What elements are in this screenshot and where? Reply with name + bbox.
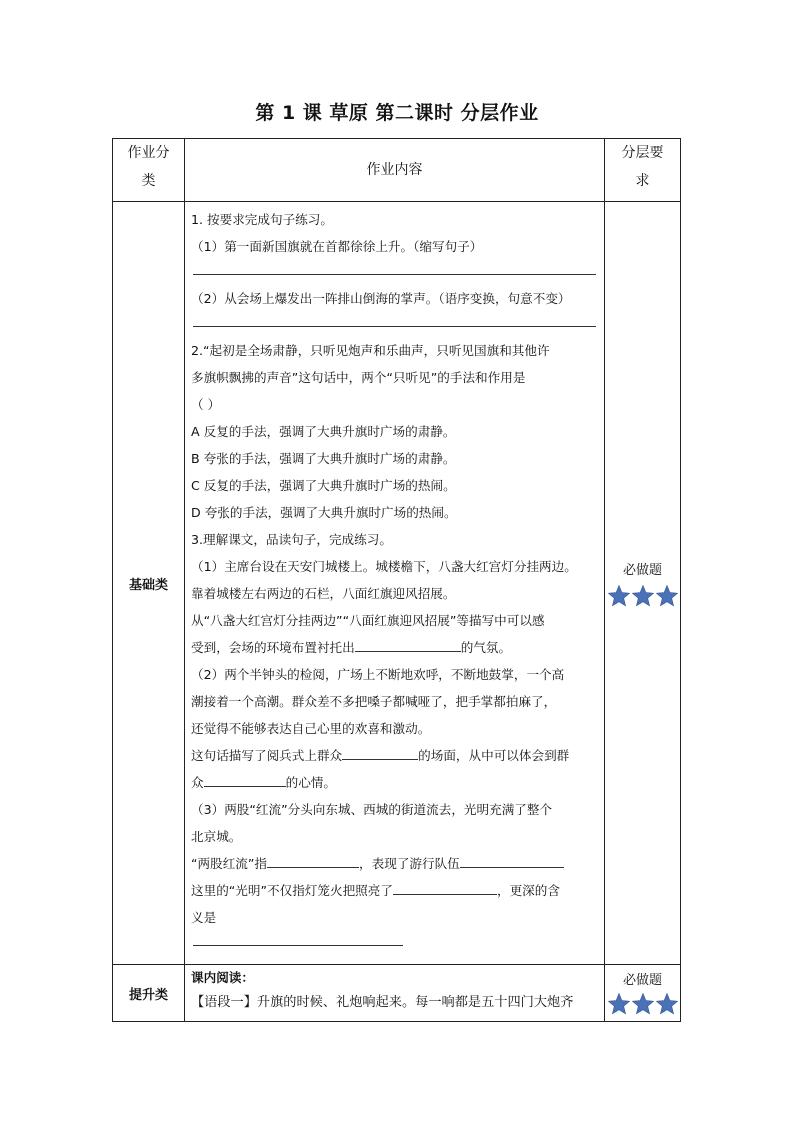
star-icon <box>655 992 679 1016</box>
answer-line <box>193 312 596 327</box>
difficulty-stars <box>605 584 680 608</box>
requirement-basic: 必做题 <box>605 202 681 965</box>
q2-line-a: 2.“起初是全场肃静，只听见炮声和乐曲声，只听见国旗和其他许 <box>191 343 550 358</box>
fill-blank[interactable] <box>204 771 286 787</box>
header-requirement: 分层要 求 <box>605 139 681 202</box>
q3-1-a: （1）主席台设在天安门城楼上。城楼檐下，八盏大红宫灯分挂两边。 <box>191 559 577 574</box>
q3-2-a: （2）两个半钟头的检阅，广场上不断地欢呼，不断地鼓掌，一个高 <box>191 667 565 682</box>
header-content: 作业内容 <box>185 139 605 202</box>
advanced-content <box>185 965 605 1022</box>
q3-1-c: 从“八盏大红宫灯分挂两边”“八面红旗迎风招展”等描写中可以感 <box>191 613 545 628</box>
q3-3-d: 这里的“光明”不仅指灯笼火把照亮了 ，更深的含 <box>191 877 600 904</box>
q3-1-d: 受到，会场的环境布置衬托出 的气氛。 <box>191 634 600 661</box>
difficulty-stars <box>605 992 680 1016</box>
homework-table <box>112 138 681 1022</box>
q3-3-b: 北京城。 <box>191 829 242 844</box>
q3-2-e: 众 的心情。 <box>191 769 600 796</box>
option-d: D 夸张的手法，强调了大典升旗时广场的热闹。 <box>191 505 457 520</box>
fill-blank[interactable] <box>355 636 461 652</box>
page-title: 第 1 课 草原 第二课时 分层作业 <box>255 102 539 124</box>
option-b: B 夸张的手法，强调了大典升旗时广场的肃静。 <box>191 451 456 466</box>
q3-heading: 3.理解课文，品读句子，完成练习。 <box>191 532 392 547</box>
q1-1: （1）第一面新国旗就在首都徐徐上升。（缩写句子） <box>191 239 483 254</box>
option-a: A 反复的手法，强调了大典升旗时广场的肃静。 <box>191 424 456 439</box>
answer-line <box>193 931 403 946</box>
q1-2: （2）从会场上爆发出一阵排山倒海的掌声。（语序变换，句意不变） <box>191 291 571 306</box>
q3-3-e: 义是 <box>191 910 217 925</box>
category-advanced: 提升类 <box>113 965 185 1022</box>
option-c: C 反复的手法，强调了大典升旗时广场的热闹。 <box>191 478 456 493</box>
q2-line-c: （ ） <box>191 397 221 412</box>
q3-1-b: 靠着城楼左右两边的石栏，八面红旗迎风招展。 <box>191 586 456 601</box>
star-icon <box>631 584 655 608</box>
reading-heading: 课内阅读： <box>191 970 254 985</box>
star-icon <box>631 992 655 1016</box>
q3-2-b: 潮接着一个高潮。群众差不多把嗓子都喊哑了，把手掌都拍麻了， <box>191 694 557 709</box>
fill-blank[interactable] <box>460 852 564 868</box>
answer-line <box>193 260 596 275</box>
paragraph-one: 【语段一】升旗的时候、礼炮响起来。每一响都是五十四门大炮齐 <box>191 995 574 1010</box>
star-icon <box>655 584 679 608</box>
fill-blank[interactable] <box>393 879 497 895</box>
basic-row <box>113 202 681 965</box>
q2-line-b: 多旗帜飘拂的声音”这句话中，两个“只听见”的手法和作用是 <box>191 370 526 385</box>
category-basic: 基础类 <box>113 202 185 965</box>
star-icon <box>607 584 631 608</box>
fill-blank[interactable] <box>342 744 418 760</box>
q3-3-c: “两股红流”指 ，表现了游行队伍 <box>191 850 600 877</box>
header-category: 作业分 类 <box>113 139 185 202</box>
q3-2-c: 还觉得不能够表达自己心里的欢喜和激动。 <box>191 721 431 736</box>
basic-content <box>185 202 605 965</box>
star-icon <box>607 992 631 1016</box>
q3-2-d: 这句话描写了阅兵式上群众 的场面，从中可以体会到群 <box>191 742 600 769</box>
table-header-row <box>113 139 681 202</box>
requirement-advanced: 必做题 <box>605 965 681 1022</box>
q1-heading: 1. 按要求完成句子练习。 <box>191 212 333 227</box>
fill-blank[interactable] <box>267 852 359 868</box>
q3-3-a: （3）两股“红流”分头向东城、西城的街道流去，光明充满了整个 <box>191 802 553 817</box>
advanced-row <box>113 965 681 1022</box>
